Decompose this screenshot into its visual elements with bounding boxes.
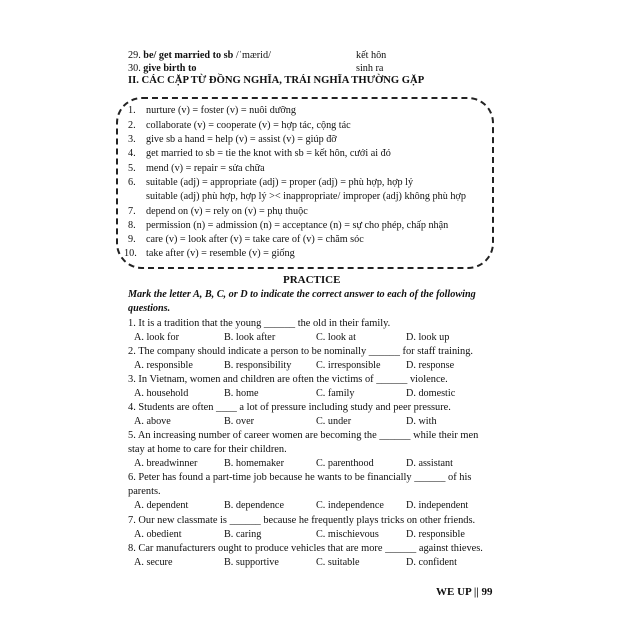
option-d: D. responsible (406, 529, 465, 540)
option-a: A. above (134, 416, 171, 427)
question-3: 3. In Vietnam, women and children are often the victims of ______ violence. (128, 374, 448, 385)
synonym-text: get married to sb = tie the knot with sb = kết hôn, cưới ai đó (146, 148, 391, 159)
option-b: B. responsibility (224, 360, 292, 371)
synonym-item: 2. (128, 120, 136, 131)
instruction-line-2: questions. (128, 303, 171, 314)
option-d: D. assistant (406, 458, 453, 469)
vocab-term: give birth to (143, 63, 197, 74)
question-8: 8. Car manufacturers ought to produce vehicles that are more ______ against thieves. (128, 543, 483, 554)
synonym-item: 5. (128, 163, 136, 174)
option-a: A. look for (134, 332, 179, 343)
option-c: C. look at (316, 332, 356, 343)
option-c: C. under (316, 416, 352, 427)
option-a: A. secure (134, 557, 173, 568)
option-d: D. independent (406, 500, 469, 511)
item-number: 29. (128, 50, 141, 61)
synonym-item: 6. (128, 177, 136, 188)
option-d: D. response (406, 360, 455, 371)
synonym-item: 1. (128, 105, 136, 116)
vocab-item-30 (128, 63, 196, 75)
synonym-item: 10. (124, 248, 137, 259)
option-b: B. look after (224, 332, 276, 343)
option-c: C. irresponsible (316, 360, 381, 371)
page-footer: WE UP || 99 (436, 586, 493, 598)
synonym-text: give sb a hand = help (v) = assist (v) = giúp đỡ (146, 134, 337, 145)
option-b: B. home (224, 388, 259, 399)
option-c: C. parenthood (316, 458, 374, 469)
option-a: A. dependent (134, 500, 189, 511)
section-heading: II. CÁC CẶP TỪ ĐỒNG NGHĨA, TRÁI NGHĨA THƯỜNG GẶP (128, 75, 425, 86)
option-b: B. dependence (224, 500, 284, 511)
vocab-term: be/ get married to sb (143, 50, 234, 61)
question-7: 7. Our new classmate is ______ because he frequently plays tricks on other friends. (128, 515, 476, 526)
synonym-item: 9. (128, 234, 136, 245)
vocab-meaning-30: sinh ra (356, 63, 384, 74)
option-d: D. with (406, 416, 437, 427)
question-1: 1. It is a tradition that the young ______ the old in their family. (128, 318, 391, 329)
question-6: 6. Peter has found a part-time job because he wants to be financially ______ of his (128, 472, 472, 483)
synonym-item: 7. (128, 206, 136, 217)
option-b: B. over (224, 416, 254, 427)
question-5-cont: stay at home to care for their children. (128, 444, 287, 455)
synonym-item: 8. (128, 220, 136, 231)
option-c: C. family (316, 388, 355, 399)
question-2: 2. The company should indicate a person to be nominally ______ for staff training. (128, 346, 474, 357)
synonym-text: mend (v) = repair = sửa chữa (146, 163, 265, 174)
option-a: A. household (134, 388, 189, 399)
item-number: 30. (128, 63, 141, 74)
synonym-text: permission (n) = admission (n) = acceptance (n) = sự cho phép, chấp nhận (146, 220, 449, 231)
synonym-item: 4. (128, 148, 136, 159)
option-d: D. look up (406, 332, 450, 343)
synonym-text: suitable (adj) = appropriate (adj) = proper (adj) = phù hợp, hợp lý (146, 177, 414, 188)
question-6-cont: parents. (128, 486, 161, 497)
synonym-text: take after (v) = resemble (v) = giống (146, 248, 295, 259)
synonym-text: care (v) = look after (v) = take care of (v) = chăm sóc (146, 234, 364, 245)
synonym-text: depend on (v) = rely on (v) = phụ thuộc (146, 206, 308, 217)
option-c: C. independence (316, 500, 384, 511)
vocab-item-29 (128, 50, 271, 62)
practice-title: PRACTICE (283, 274, 341, 286)
option-b: B. caring (224, 529, 262, 540)
option-a: A. breadwinner (134, 458, 198, 469)
synonym-text: collaborate (v) = cooperate (v) = hợp tác, cộng tác (146, 120, 351, 131)
vocab-meaning-29: kết hôn (356, 50, 387, 61)
instruction-line-1: Mark the letter A, B, C, or D to indicate the correct answer to each of the following (128, 289, 476, 300)
option-c: C. mischievous (316, 529, 379, 540)
option-a: A. obedient (134, 529, 182, 540)
option-b: B. supportive (224, 557, 279, 568)
synonym-item: 3. (128, 134, 136, 145)
option-c: C. suitable (316, 557, 360, 568)
synonym-text: suitable (adj) phù hợp, hợp lý >< inappropriate/ improper (adj) không phù hợp (146, 191, 466, 202)
question-4: 4. Students are often ____ a lot of pressure including study and peer pressure. (128, 402, 451, 413)
option-b: B. homemaker (224, 458, 284, 469)
option-d: D. confident (406, 557, 457, 568)
vocab-ipa: /ˈmærid/ (235, 50, 271, 61)
option-d: D. domestic (406, 388, 456, 399)
synonym-text: nurture (v) = foster (v) = nuôi dưỡng (146, 105, 296, 116)
option-a: A. responsible (134, 360, 193, 371)
question-5: 5. An increasing number of career women are becoming the ______ while their men (128, 430, 479, 441)
